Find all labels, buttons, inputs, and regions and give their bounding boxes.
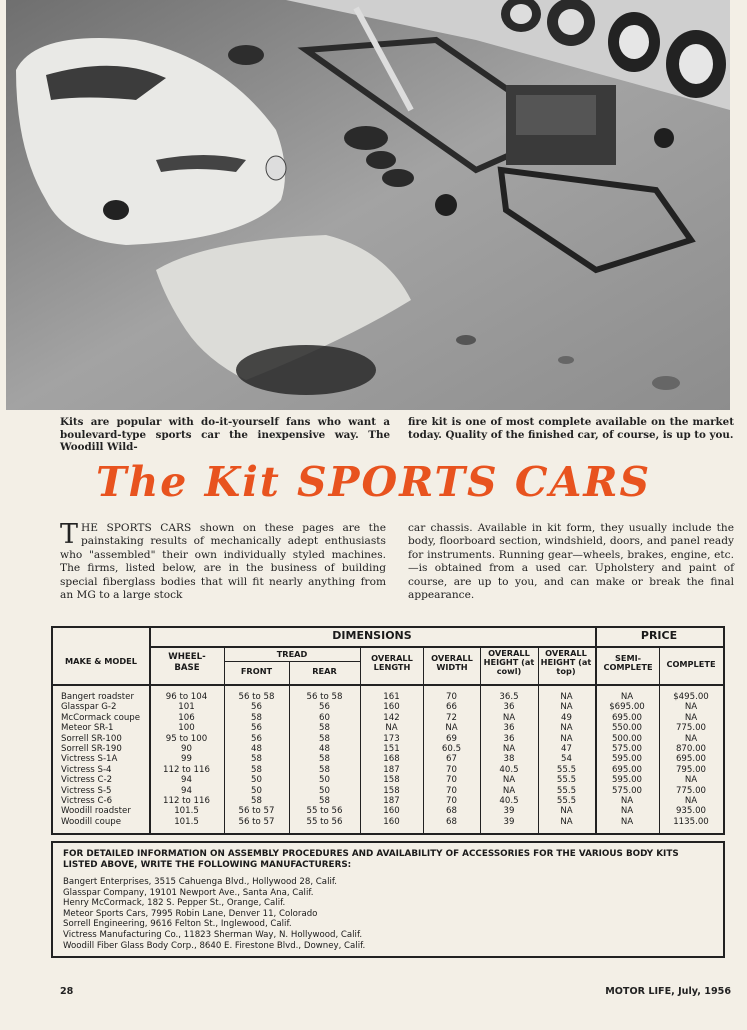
table-cell-wheelbase: 96 to 104 <box>165 692 208 702</box>
column-make-model <box>61 692 149 827</box>
table-cell-semi: 550.00 <box>611 723 643 734</box>
photo-caption-left: Kits are popular with do-it-yourself fans who want a boulevard-type sports car the inexpensive way. The Woodill Wild- <box>60 416 390 453</box>
column-complete <box>659 692 723 827</box>
table-cell-cowl: NA <box>502 785 516 796</box>
table-cell-front: 58 <box>251 795 262 806</box>
manufacturer-entry: Sorrell Engineering, 9616 Felton St., Inglewood, Calif. <box>63 919 292 930</box>
table-cell-top: NA <box>560 692 573 702</box>
table-cell-complete: NA <box>684 702 698 713</box>
column-tread-rear <box>289 692 360 827</box>
header-front: FRONT <box>240 666 273 676</box>
table-cell-top: NA <box>560 702 573 713</box>
manufacturers-list <box>63 877 713 951</box>
table-cell-length: 151 <box>383 743 400 754</box>
table-cell-length: 160 <box>383 806 400 817</box>
table-cell-complete: 1135.00 <box>673 816 709 827</box>
table-cell-make: Victress S-4 <box>61 764 112 775</box>
table-cell-complete: 870.00 <box>675 743 707 754</box>
table-cell-complete: NA <box>684 712 698 723</box>
table-cell-width: 70 <box>446 692 457 702</box>
table-cell-cowl: 39 <box>503 816 515 827</box>
table-cell-semi: 575.00 <box>611 785 643 796</box>
table-cell-cowl: 36 <box>503 702 515 713</box>
table-cell-wheelbase: 100 <box>178 723 195 734</box>
table-cell-width: 68 <box>446 816 457 827</box>
specs-table <box>51 626 725 835</box>
table-cell-top: 47 <box>561 743 572 754</box>
table-cell-length: 158 <box>383 785 400 796</box>
manufacturer-entry: Glasspar Company, 19101 Newport Ave., Santa Ana, Calif. <box>63 887 314 898</box>
header-tread: TREAD <box>276 649 308 659</box>
table-cell-length: 160 <box>383 816 400 827</box>
table-cell-width: 66 <box>446 702 457 713</box>
table-cell-length: 158 <box>383 775 400 786</box>
header-wheelbase: WHEEL-BASE <box>168 652 206 673</box>
intro-column-left <box>60 519 386 602</box>
page-number: 28 <box>60 986 74 997</box>
table-cell-top: NA <box>560 723 573 734</box>
table-cell-make: McCormack coupe <box>61 712 141 723</box>
header-price: PRICE <box>640 629 678 642</box>
table-cell-make: Sorrell SR-190 <box>61 743 122 754</box>
table-cell-semi: $695.00 <box>609 702 645 713</box>
table-cell-make: Meteor SR-1 <box>61 723 114 734</box>
table-cell-wheelbase: 101 <box>178 702 195 713</box>
table-cell-rear: 48 <box>319 743 330 754</box>
table-cell-wheelbase: 106 <box>178 712 195 723</box>
table-cell-top: 49 <box>561 712 572 723</box>
table-divider <box>224 661 360 662</box>
table-cell-cowl: 40.5 <box>499 795 519 806</box>
column-height-top <box>538 692 595 827</box>
table-cell-front: 58 <box>251 764 262 775</box>
table-cell-top: 54 <box>561 754 572 765</box>
header-overall-width: OVERALL WIDTH <box>431 653 473 672</box>
manufacturer-entry: Bangert Enterprises, 3515 Cahuenga Blvd., Hollywood 28, Calif. <box>63 877 337 887</box>
table-cell-rear: 55 to 56 <box>306 816 343 827</box>
table-cell-make: Sorrell SR-100 <box>61 733 122 744</box>
table-cell-rear: 50 <box>319 775 330 786</box>
table-cell-width: 70 <box>446 795 457 806</box>
table-cell-rear: 50 <box>319 785 330 796</box>
table-cell-front: 56 to 58 <box>238 692 275 702</box>
manufacturers-box <box>51 841 725 958</box>
table-cell-wheelbase: 95 to 100 <box>165 733 208 744</box>
table-cell-semi: NA <box>620 795 634 806</box>
column-tread-front <box>224 692 289 827</box>
manufacturer-entry: Woodill Fiber Glass Body Corp., 8640 E. Firestone Blvd., Downey, Calif. <box>63 940 366 951</box>
manufacturer-entry: Victress Manufacturing Co., 11823 Sherman Way, N. Hollywood, Calif. <box>63 929 363 940</box>
table-cell-wheelbase: 99 <box>181 754 192 765</box>
table-cell-length: NA <box>385 723 398 734</box>
intro-text-left: HE SPORTS CARS shown on these pages are the painstaking results of mechanically adept enthusiasts who "assembled" their own individually styled machines. The firms, listed below, are in the business of building special fiberglass bodies that will fit nearly anything from an MG to a large stock <box>60 522 386 602</box>
table-cell-front: 50 <box>251 785 262 796</box>
table-cell-complete: 775.00 <box>675 723 707 734</box>
table-cell-length: 160 <box>383 702 400 713</box>
table-cell-top: NA <box>560 816 573 827</box>
table-cell-wheelbase: 94 <box>181 775 192 786</box>
table-cell-cowl: 39 <box>503 806 515 817</box>
table-cell-semi: 695.00 <box>611 764 643 775</box>
article-title: The Kit SPORTS CARS <box>95 458 652 506</box>
table-divider <box>149 646 723 648</box>
table-cell-semi: NA <box>620 692 634 702</box>
table-cell-rear: 58 <box>319 764 330 775</box>
table-cell-semi: NA <box>620 816 634 827</box>
table-cell-width: 69 <box>446 733 457 744</box>
table-cell-semi: 595.00 <box>611 754 643 765</box>
table-cell-cowl: NA <box>502 743 516 754</box>
photo-caption-right: fire kit is one of most complete available on the market today. Quality of the finished car, of course, is up to you. <box>408 416 734 441</box>
table-cell-wheelbase: 101.5 <box>174 816 199 827</box>
table-cell-rear: 58 <box>319 723 330 734</box>
table-cell-front: 56 <box>251 723 262 734</box>
table-cell-length: 168 <box>383 754 400 765</box>
header-height-top: OVERALL HEIGHT (at top) <box>540 648 592 676</box>
table-cell-semi: 695.00 <box>611 712 643 723</box>
table-cell-cowl: 38 <box>503 754 515 765</box>
header-semi-complete: SEMI-COMPLETE <box>603 653 653 672</box>
table-cell-top: 55.5 <box>556 775 577 786</box>
table-cell-complete: 935.00 <box>675 806 707 817</box>
column-height-cowl <box>480 692 538 827</box>
table-cell-rear: 55 to 56 <box>306 806 343 817</box>
table-cell-front: 58 <box>251 754 262 765</box>
table-cell-width: 70 <box>446 764 457 775</box>
table-cell-rear: 56 <box>319 702 330 713</box>
table-cell-cowl: 36.5 <box>499 692 519 702</box>
table-cell-width: 70 <box>446 775 457 786</box>
table-cell-make: Woodill coupe <box>61 816 122 827</box>
manufacturer-entry: Henry McCormack, 182 S. Pepper St., Orange, Calif. <box>63 898 286 909</box>
table-cell-wheelbase: 112 to 116 <box>163 795 210 806</box>
table-cell-complete: 775.00 <box>675 785 707 796</box>
table-cell-complete: $495.00 <box>673 692 709 702</box>
table-cell-width: 70 <box>446 785 457 796</box>
drop-cap: T <box>60 519 79 550</box>
table-cell-width: 72 <box>446 712 457 723</box>
table-cell-front: 58 <box>251 712 262 723</box>
table-cell-width: 60.5 <box>441 743 462 754</box>
table-cell-length: 173 <box>383 733 400 744</box>
table-cell-make: Victress S-5 <box>61 785 112 796</box>
table-cell-top: NA <box>560 806 573 817</box>
table-cell-make: Victress C-2 <box>61 775 113 786</box>
table-cell-top: 55.5 <box>556 795 577 806</box>
table-cell-semi: 575.00 <box>611 743 643 754</box>
table-cell-rear: 60 <box>319 712 330 723</box>
manufacturer-entry: Meteor Sports Cars, 7995 Robin Lane, Denver 11, Colorado <box>63 908 318 919</box>
table-cell-make: Victress S-1A <box>61 754 118 765</box>
table-cell-rear: 58 <box>319 795 330 806</box>
table-cell-wheelbase: 94 <box>181 785 192 796</box>
table-cell-cowl: NA <box>502 712 516 723</box>
table-cell-length: 142 <box>383 712 400 723</box>
table-cell-semi: NA <box>620 806 634 817</box>
table-cell-top: NA <box>560 733 573 744</box>
photo-illustration <box>6 0 730 410</box>
table-cell-complete: NA <box>684 775 698 786</box>
table-cell-top: 55.5 <box>556 785 577 796</box>
table-cell-rear: 56 to 58 <box>306 692 343 702</box>
publication-credit: MOTOR LIFE, July, 1956 <box>605 986 731 997</box>
header-dimensions: DIMENSIONS <box>332 629 412 642</box>
table-cell-cowl: 40.5 <box>499 764 519 775</box>
table-cell-width: 68 <box>446 806 457 817</box>
table-cell-rear: 58 <box>319 733 330 744</box>
table-cell-front: 56 to 57 <box>238 806 275 817</box>
table-cell-make: Bangert roadster <box>61 692 134 702</box>
table-cell-length: 161 <box>383 692 400 702</box>
manufacturers-heading: FOR DETAILED INFORMATION ON ASSEMBLY PROCEDURES AND AVAILABILITY OF ACCESSORIES FOR THE VARIOUS BODY KITS LISTED ABOVE, WRITE THE FOLLOWING MANUFACTURERS: <box>63 849 679 870</box>
column-semi-complete <box>595 692 659 827</box>
table-cell-complete: 795.00 <box>675 764 707 775</box>
table-cell-top: 55.5 <box>556 764 577 775</box>
table-cell-front: 56 <box>251 733 262 744</box>
header-overall-length: OVERALL LENGTH <box>371 653 413 672</box>
table-cell-complete: NA <box>684 795 698 806</box>
header-complete: COMPLETE <box>666 659 716 669</box>
table-cell-front: 56 to 57 <box>238 816 275 827</box>
table-cell-rear: 58 <box>319 754 330 765</box>
header-make-model: MAKE & MODEL <box>65 656 137 666</box>
column-overall-width <box>423 692 480 827</box>
intro-column-right: car chassis. Available in kit form, they usually include the body, floorboard section, windshield, doors, and panel ready for instruments. Running gear—wheels, brakes, engine, etc.—is obtained from a used car. Upholstery and paint of course, are up to you, and can make or break the final appearance. <box>408 522 734 602</box>
table-cell-width: NA <box>445 723 458 734</box>
header-height-cowl: OVERALL HEIGHT (at cowl) <box>483 648 535 676</box>
table-cell-wheelbase: 90 <box>181 743 192 754</box>
table-divider <box>53 684 723 686</box>
table-cell-wheelbase: 101.5 <box>174 806 199 817</box>
table-cell-front: 48 <box>251 743 262 754</box>
table-cell-make: Woodill roadster <box>61 806 131 817</box>
column-overall-length <box>360 692 423 827</box>
table-cell-length: 187 <box>383 795 400 806</box>
table-cell-length: 187 <box>383 764 400 775</box>
table-cell-complete: 695.00 <box>675 754 707 765</box>
table-cell-front: 50 <box>251 775 262 786</box>
column-wheelbase <box>149 692 224 827</box>
table-cell-cowl: NA <box>502 775 516 786</box>
table-cell-cowl: 36 <box>503 733 515 744</box>
table-cell-front: 56 <box>251 702 262 713</box>
table-cell-make: Victress C-6 <box>61 795 113 806</box>
photo-kit-car-parts <box>6 0 730 410</box>
table-cell-cowl: 36 <box>503 723 515 734</box>
header-rear: REAR <box>312 666 337 676</box>
table-cell-complete: NA <box>684 733 698 744</box>
table-cell-semi: 500.00 <box>611 733 643 744</box>
table-cell-make: Glasspar G-2 <box>61 702 117 713</box>
table-cell-semi: 595.00 <box>611 775 643 786</box>
table-cell-wheelbase: 112 to 116 <box>163 764 210 775</box>
table-cell-width: 67 <box>446 754 457 765</box>
